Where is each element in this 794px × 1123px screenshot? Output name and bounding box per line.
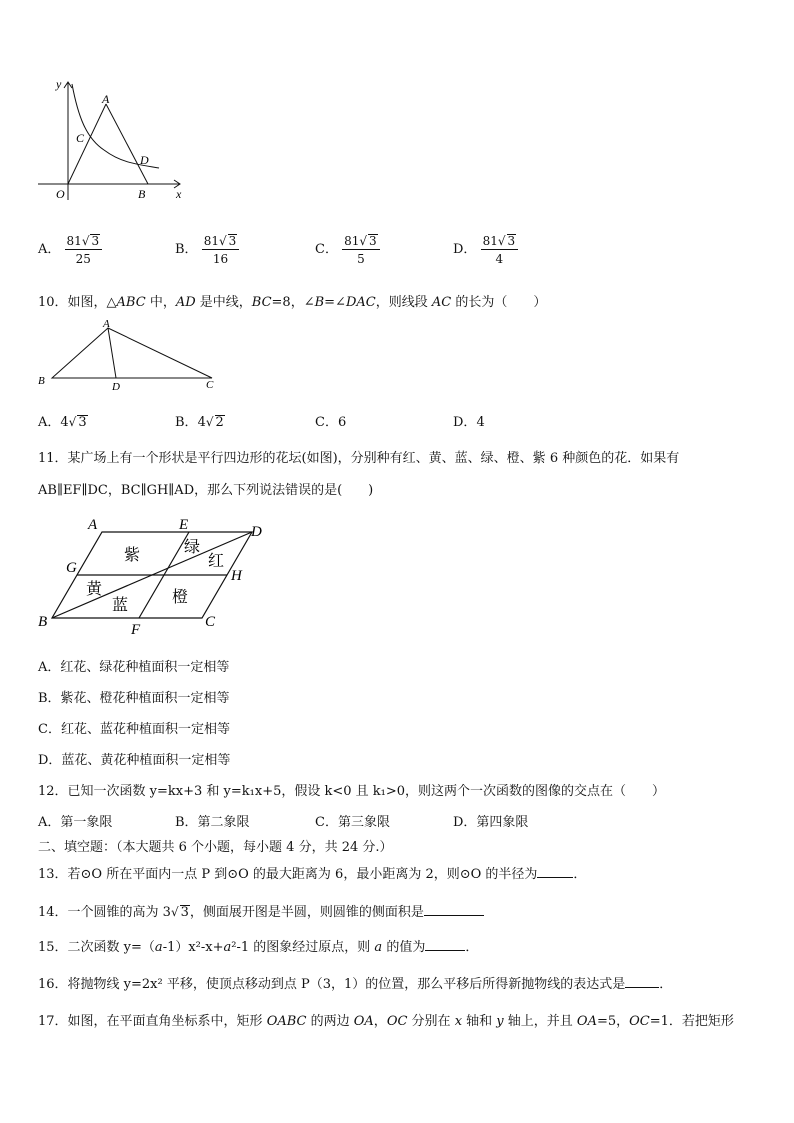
math: △ABC bbox=[106, 295, 146, 310]
text: 分别在 bbox=[407, 1014, 455, 1029]
triangle-abc bbox=[52, 328, 212, 378]
text: ，侧面展开图是半圆，则圆锥的侧面积是 bbox=[189, 905, 424, 920]
answer-blank[interactable] bbox=[424, 903, 484, 916]
math: a bbox=[223, 940, 232, 955]
text: 的值为 bbox=[382, 940, 426, 955]
option-value: 4 bbox=[476, 415, 485, 430]
radicand: 2 bbox=[215, 415, 224, 430]
math: x bbox=[454, 1014, 463, 1029]
radicand: 3 bbox=[180, 905, 189, 920]
math: B bbox=[314, 295, 325, 310]
text: ． bbox=[573, 867, 587, 882]
label-d: D bbox=[112, 381, 120, 392]
label-a: A bbox=[103, 318, 110, 330]
q10-option-d[interactable] bbox=[453, 411, 485, 430]
math: BC bbox=[251, 295, 272, 310]
label-b: B bbox=[38, 614, 48, 630]
text: ， bbox=[373, 1014, 387, 1029]
q10-option-a[interactable]: A．4√ 3 bbox=[38, 415, 87, 430]
text: 的两边 bbox=[306, 1014, 354, 1029]
label-c: C bbox=[206, 379, 214, 391]
label-b: B bbox=[138, 187, 146, 201]
q9-option-d[interactable] bbox=[453, 234, 518, 265]
option-letter: B． bbox=[175, 415, 198, 430]
fraction-numerator: 81 bbox=[203, 234, 219, 248]
fraction-numerator: 81 bbox=[482, 234, 498, 248]
text: =8，∠ bbox=[271, 295, 315, 310]
q11-option-c[interactable]: C．红花、蓝花种植面积一定相等 bbox=[38, 722, 230, 737]
region-purple: 紫 bbox=[124, 547, 141, 564]
option-letter: A． bbox=[38, 242, 61, 257]
label-h: H bbox=[231, 568, 242, 584]
coefficient: 4 bbox=[197, 415, 206, 430]
label-x: x bbox=[176, 187, 182, 201]
q12-stem: 12．已知一次函数 y=kx+3 和 y=k₁x+5，假设 k<0 且 k₁>0，则这两个一次函数的图像的交点在（ ） bbox=[38, 784, 666, 799]
q10-option-b[interactable]: B．4√ 2 bbox=[175, 415, 224, 430]
fraction-denominator: 4 bbox=[495, 252, 504, 266]
label-c: C bbox=[76, 131, 85, 145]
text: =1．若把矩形 bbox=[649, 1014, 734, 1029]
segment-ab bbox=[106, 104, 148, 184]
region-orange: 橙 bbox=[172, 589, 189, 606]
math: OABC bbox=[266, 1014, 307, 1029]
text: ，则线段 bbox=[375, 295, 432, 310]
math: OA bbox=[576, 1014, 597, 1029]
q10-option-c[interactable] bbox=[315, 411, 346, 430]
fraction: $\frac{81√ 3}{5}$ bbox=[342, 234, 380, 265]
option-letter: D． bbox=[453, 242, 477, 257]
q9-figure bbox=[34, 76, 194, 204]
q11-option-a[interactable]: A．红花、绿花种植面积一定相等 bbox=[38, 660, 230, 675]
option-letter: D． bbox=[453, 415, 477, 430]
fraction-denominator: 16 bbox=[212, 252, 229, 266]
math: a bbox=[374, 940, 383, 955]
fraction-denominator: 5 bbox=[357, 252, 365, 266]
text: 16．将抛物线 y=2x² 平移，使顶点移动到点 P（3，1）的位置，那么平移后所得新抛物线的表达式是 bbox=[38, 977, 626, 992]
math: OA bbox=[353, 1014, 374, 1029]
label-e: E bbox=[179, 517, 189, 533]
text: ． bbox=[465, 940, 479, 955]
option-letter: B． bbox=[175, 242, 198, 257]
text: =5， bbox=[596, 1014, 630, 1029]
section-heading: 二、填空题：（本大题共 6 个小题，每小题 4 分，共 24 分.） bbox=[38, 840, 393, 855]
math: OC bbox=[629, 1014, 650, 1029]
fraction-denominator: 25 bbox=[75, 252, 91, 266]
q11-stem-line1: 11．某广场上有一个形状是平行四边形的花坛(如图)，分别种有红、黄、蓝、绿、橙、紫 6 种颜色的花．如果有 bbox=[38, 451, 680, 466]
q12-option-c[interactable]: C．第三象限 bbox=[315, 815, 390, 830]
option-value: 6 bbox=[337, 415, 347, 430]
answer-blank[interactable] bbox=[625, 975, 659, 988]
radicand: 3 bbox=[507, 234, 516, 248]
option-letter: C． bbox=[315, 242, 338, 257]
fraction: $\frac{81√ 3}{4}$ bbox=[481, 234, 519, 265]
math: y bbox=[496, 1014, 504, 1029]
region-yellow: 黄 bbox=[86, 581, 103, 598]
label-b: B bbox=[38, 375, 45, 387]
radicand: 3 bbox=[369, 234, 377, 248]
fraction-numerator: 81 bbox=[66, 234, 82, 248]
q11-option-d[interactable]: D．蓝花、黄花种植面积一定相等 bbox=[38, 753, 231, 768]
label-f: F bbox=[131, 622, 141, 638]
radicand: 3 bbox=[228, 234, 237, 248]
q10-stem bbox=[38, 291, 546, 310]
fraction-numerator: 81 bbox=[344, 234, 360, 248]
text: -1）x²-x+ bbox=[162, 940, 224, 955]
label-a: A bbox=[102, 92, 110, 106]
text: 17．如图，在平面直角坐标系中，矩形 bbox=[38, 1014, 267, 1029]
region-green: 绿 bbox=[184, 539, 201, 556]
label-g: G bbox=[66, 560, 77, 576]
math: a bbox=[154, 940, 163, 955]
fraction: $\frac{81√ 3}{25}$ bbox=[65, 234, 103, 265]
q9-option-a[interactable] bbox=[38, 234, 102, 265]
region-blue: 蓝 bbox=[112, 597, 129, 614]
q10-figure bbox=[34, 316, 224, 392]
math: DAC bbox=[345, 295, 376, 310]
text: 中， bbox=[145, 295, 176, 310]
q17 bbox=[38, 1010, 734, 1029]
option-letter: C． bbox=[315, 415, 338, 430]
fraction: $\frac{81√ 3}{16}$ bbox=[202, 234, 240, 265]
radicand: 3 bbox=[91, 234, 100, 248]
text: ²-1 的图象经过原点，则 bbox=[231, 940, 375, 955]
label-o: O bbox=[56, 187, 65, 201]
q11-figure bbox=[36, 512, 276, 638]
radicand: 3 bbox=[78, 415, 87, 430]
segment-oa bbox=[68, 104, 106, 184]
text: 13．若⊙O 所在平面内一点 P 到⊙O 的最大距离为 6，最小距离为 2，则⊙O 的半径为 bbox=[38, 867, 538, 882]
text: ． bbox=[659, 977, 673, 992]
option-letter: A． bbox=[38, 415, 61, 430]
coefficient: 4 bbox=[60, 415, 69, 430]
q14: 14．一个圆锥的高为 3√ 3，侧面展开图是半圆，则圆锥的侧面积是 bbox=[38, 901, 484, 920]
label-d: D bbox=[140, 153, 149, 167]
q9-option-c[interactable] bbox=[315, 234, 380, 265]
text: =∠ bbox=[324, 295, 346, 310]
q13 bbox=[38, 863, 586, 882]
answer-blank[interactable] bbox=[425, 938, 465, 951]
q11-stem-line2: AB∥EF∥DC，BC∥GH∥AD，那么下列说法错误的是( ) bbox=[38, 483, 374, 498]
q15 bbox=[38, 936, 478, 955]
q9-option-b[interactable] bbox=[175, 234, 239, 265]
text: 轴上，并且 bbox=[503, 1014, 577, 1029]
math: AC bbox=[431, 295, 452, 310]
text: 10．如图， bbox=[38, 295, 107, 310]
text: 的长为（ ） bbox=[451, 295, 547, 310]
q12-option-d[interactable]: D．第四象限 bbox=[453, 815, 529, 830]
text: 15．二次函数 y=（ bbox=[38, 940, 155, 955]
text: 是中线， bbox=[195, 295, 252, 310]
region-red: 红 bbox=[208, 553, 225, 570]
label-y: y bbox=[56, 77, 62, 91]
text: 轴和 bbox=[462, 1014, 497, 1029]
math: AD bbox=[175, 295, 196, 310]
math: OC bbox=[386, 1014, 408, 1029]
label-d: D bbox=[251, 524, 262, 540]
q11-option-b[interactable]: B．紫花、橙花种植面积一定相等 bbox=[38, 691, 230, 706]
label-a: A bbox=[88, 517, 98, 533]
median-ad bbox=[108, 328, 116, 378]
answer-blank[interactable] bbox=[537, 865, 573, 878]
q16 bbox=[38, 973, 672, 992]
q12-option-b[interactable]: B．第二象限 bbox=[175, 815, 250, 830]
q12-option-a[interactable]: A．第一象限 bbox=[38, 815, 113, 830]
text: 14．一个圆锥的高为 3 bbox=[38, 905, 171, 920]
label-c: C bbox=[205, 614, 216, 630]
